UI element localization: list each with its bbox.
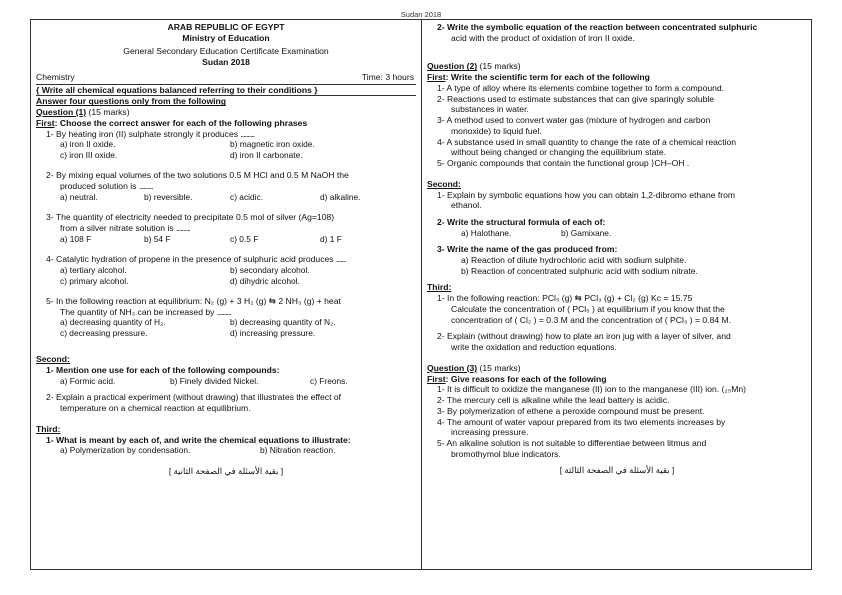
q2-first-item-2: 2- Reactions used to estimate substances that can give sparingly soluble	[437, 93, 715, 104]
q1-first-heading	[36, 118, 416, 129]
mcq-3-stem: 3- The quantity of electricity needed to precipitate 0.5 mol of silver (Ag=108)	[46, 212, 335, 223]
mcq-2-opt-c[interactable]: c) acidic.	[230, 191, 264, 202]
q2-first-item-5: 5- Organic compounds that contain the functional group ⟩CH–OH .	[437, 158, 690, 169]
q1-second-label: Second:	[36, 354, 70, 365]
mcq-2-opt-d[interactable]: d) alkaline.	[320, 191, 361, 202]
q2-second-3a: a) Reaction of dilute hydrochloric acid with sodium sulphite.	[461, 254, 687, 265]
q2-second-3: 3- Write the name of the gas produced from:	[437, 244, 618, 255]
mcq-4-stem: 4- Catalytic hydration of propene in the presence of sulphuric acid produces .......	[46, 254, 346, 265]
q2-first-item-4b: without being changed or changing the equilibrium state.	[451, 147, 666, 158]
q2-first-text: : Write the scientific term for each of the following	[445, 72, 650, 83]
mcq-5-options-row2	[36, 328, 416, 339]
mcq-1-opt-a[interactable]: a) iron II oxide.	[60, 139, 116, 150]
q1-second-2b: temperature on a chemical reaction at equilibrium.	[60, 403, 251, 414]
time-label: Time: 3 hours	[361, 71, 414, 82]
q2-first-item-1: 1- A type of alloy where its elements combine together to form a compound.	[437, 82, 725, 93]
mcq-5-opt-b[interactable]: b) decreasing quantity of N₂.	[230, 317, 336, 328]
mcq-1-opt-b[interactable]: b) magnetic iron oxide.	[230, 139, 315, 150]
mcq-5-cont: The quantity of NH₃ can be increased by ..........	[60, 306, 231, 317]
right-footer-note: [ بقية الأسئلة في الصفحة الثالثة ]	[559, 465, 675, 476]
q2-second-1a: 1- Explain by symbolic equations how you can obtain 1,2-dibromo ethane from	[437, 189, 736, 200]
mcq-1-stem: 1- By heating iron (II) sulphate strongly it produces ..........	[46, 128, 255, 139]
q1-marks: (15 marks)	[88, 107, 130, 118]
ministry-heading: Ministry of Education	[182, 32, 270, 43]
q1-third-1-a: a) Polymerization by condensation.	[60, 445, 191, 456]
q2-first-heading	[427, 72, 807, 83]
q2-third-1a: 1- In the following reaction: PCl₅ (g) ⇆ PCl₃ (g) + Cl₂ (g) Kc = 15.75	[437, 293, 693, 304]
mcq-4-options-row2	[36, 276, 416, 287]
q1-fourth-2a: 2- Write the symbolic equation of the reaction between concentrated sulphuric	[437, 22, 758, 32]
mcq-5-options-row1	[36, 317, 416, 328]
q2-second-2-options	[427, 228, 807, 239]
mcq-1-options-row1	[36, 139, 416, 150]
q3-first-text: : Give reasons for each of the following	[445, 373, 607, 384]
session-heading: Sudan 2018	[202, 57, 250, 68]
q3-item-4: 4- The amount of water vapour prepared from its two elements increases by	[437, 416, 726, 427]
q1-second-1: 1- Mention one use for each of the following compounds:	[46, 365, 280, 376]
subject-label: Chemistry	[36, 71, 75, 82]
q2-first-label: First	[427, 72, 446, 83]
q3-marks: (15 marks)	[479, 362, 521, 373]
mcq-5-stem: 5- In the following reaction at equilibrium: N₂ (g) + 3 H₂ (g) ⇆ 2 NH₃ (g) + heat	[46, 296, 341, 307]
mcq-3-opt-a[interactable]: a) 108 F	[60, 233, 92, 244]
equations-note: { Write all chemical equations balanced referring to their conditions }	[36, 85, 416, 97]
mcq-3-cont: from a silver nitrate solution is ..........	[60, 223, 190, 234]
q2-first-item-2b: substances in water.	[451, 104, 529, 115]
q2-third-2b: write the oxidation and reduction equations.	[451, 342, 617, 353]
q1-second-1-a: a) Formic acid.	[60, 375, 116, 386]
mcq-5-opt-a[interactable]: a) decreasing quantity of H₂.	[60, 317, 166, 328]
q2-third-label: Third:	[427, 282, 452, 293]
mcq-4-opt-b[interactable]: b) secondary alcohol.	[230, 265, 310, 276]
mcq-2-opt-a[interactable]: a) neutral.	[60, 191, 98, 202]
q2-second-2: 2- Write the structural formula of each of:	[437, 217, 606, 228]
mcq-3-opt-c[interactable]: c) 0.5 F	[230, 233, 259, 244]
q1-second-1-c: c) Freons.	[310, 375, 348, 386]
q3-item-1: 1- It is difficult to oxidize the manganese (II) ion to the manganese (III) ion. (₂₅Mn)	[437, 384, 746, 395]
q3-item-4b: increasing pressure.	[451, 427, 529, 438]
mcq-3-opt-d[interactable]: d) 1 F	[320, 233, 342, 244]
q1-third-label: Third:	[36, 423, 61, 434]
q1-third-1-b: b) Nitration reaction.	[260, 445, 336, 456]
q2-third-1b: Calculate the concentration of ( PCl₅ ) at equilibrium if you know that the	[451, 303, 725, 314]
q1-first-label: First	[36, 117, 55, 128]
answer-instruction: Answer four questions only from the following	[36, 96, 227, 107]
left-column	[36, 22, 416, 477]
q1-second-1-options	[36, 376, 416, 387]
q3-first-label: First	[427, 373, 446, 384]
q3-item-2: 2- The mercury cell is alkaline while the lead battery is acidic.	[437, 395, 670, 406]
mcq-2-cont: produced solution is ..........	[60, 181, 153, 192]
q1-heading	[36, 107, 416, 118]
q2-second-2-a: a) Halothane.	[461, 227, 512, 238]
q1-third-1-options	[36, 445, 416, 456]
exam-heading: General Secondary Education Certificate Examination	[123, 46, 329, 57]
mcq-4-options-row1	[36, 265, 416, 276]
q1-title: Question (1)	[36, 107, 87, 118]
q2-marks: (15 marks)	[479, 61, 521, 72]
q2-third-1c: concentration of ( Cl₂ ) = 0.3 M and the concentration of ( PCl₃ ) = 0.84 M.	[451, 314, 732, 325]
mcq-1-opt-d[interactable]: d) iron II carbonate.	[230, 149, 303, 160]
q3-heading	[427, 363, 807, 374]
page-top-label: Sudan 2018	[400, 10, 442, 19]
q2-heading	[427, 61, 807, 72]
q3-item-5b: bromothymol blue indicators.	[451, 448, 561, 459]
mcq-1-opt-c[interactable]: c) iron III oxide.	[60, 149, 118, 160]
right-column	[427, 22, 807, 476]
mcq-4-opt-a[interactable]: a) tertiary alcohol.	[60, 265, 127, 276]
mcq-3-options	[36, 234, 416, 245]
q1-fourth-2b: acid with the product of oxidation of iron II oxide.	[451, 32, 635, 43]
q2-first-item-3: 3- A method used to convert water gas (mixture of hydrogen and carbon	[437, 115, 711, 126]
q2-third-2a: 2- Explain (without drawing) how to plate an iron jug with a layer of silver, and	[437, 331, 731, 342]
q1-second-2a: 2- Explain a practical experiment (without drawing) that illustrates the effect of	[46, 392, 342, 403]
column-divider	[421, 19, 422, 570]
q2-second-2-b: b) Gamixane.	[561, 227, 612, 238]
q2-first-item-3b: monoxide) to liquid fuel.	[451, 125, 542, 136]
mcq-1-options-row2	[36, 150, 416, 161]
q2-title: Question (2)	[427, 61, 478, 72]
left-footer-note: [ بقية الأسئلة في الصفحة الثانية ]	[168, 465, 284, 476]
mcq-5-opt-c[interactable]: c) decreasing pressure.	[60, 327, 148, 338]
mcq-5-opt-d[interactable]: d) increasing pressure.	[230, 327, 316, 338]
q1-third-1: 1- What is meant by each of, and write the chemical equations to illustrate:	[46, 434, 351, 445]
q2-first-item-4: 4- A substance used in small quantity to change the rate of a chemical reaction	[437, 136, 737, 147]
q2-second-1b: ethanol.	[451, 200, 482, 211]
mcq-2-options	[36, 192, 416, 203]
q1-first-text: : Choose the correct answer for each of the following phrases	[54, 117, 308, 128]
mcq-4-opt-c[interactable]: c) primary alcohol.	[60, 275, 129, 286]
mcq-2-opt-b[interactable]: b) reversible.	[144, 191, 193, 202]
q3-item-5: 5- An alkaline solution is not suitable to differentiae between litmus and	[437, 438, 707, 448]
q3-item-3: 3- By polymerization of ethene a peroxide compound must be present.	[437, 405, 705, 416]
q2-second-3b: b) Reaction of concentrated sulphuric acid with sodium nitrate.	[461, 265, 698, 276]
q3-title: Question (3)	[427, 362, 478, 373]
q1-second-1-b: b) Finely divided Nickel.	[170, 375, 259, 386]
q3-first-heading	[427, 374, 807, 385]
mcq-2-stem: 2- By mixing equal volumes of the two solutions 0.5 M HCl and 0.5 M NaOH the	[46, 170, 349, 181]
subject-row	[36, 72, 416, 85]
q2-second-label: Second:	[427, 178, 461, 189]
country-heading: ARAB REPUBLIC OF EGYPT	[167, 22, 285, 32]
mcq-3-opt-b[interactable]: b) 54 F	[144, 233, 171, 244]
mcq-4-opt-d[interactable]: d) dihydric alcohol.	[230, 275, 300, 286]
